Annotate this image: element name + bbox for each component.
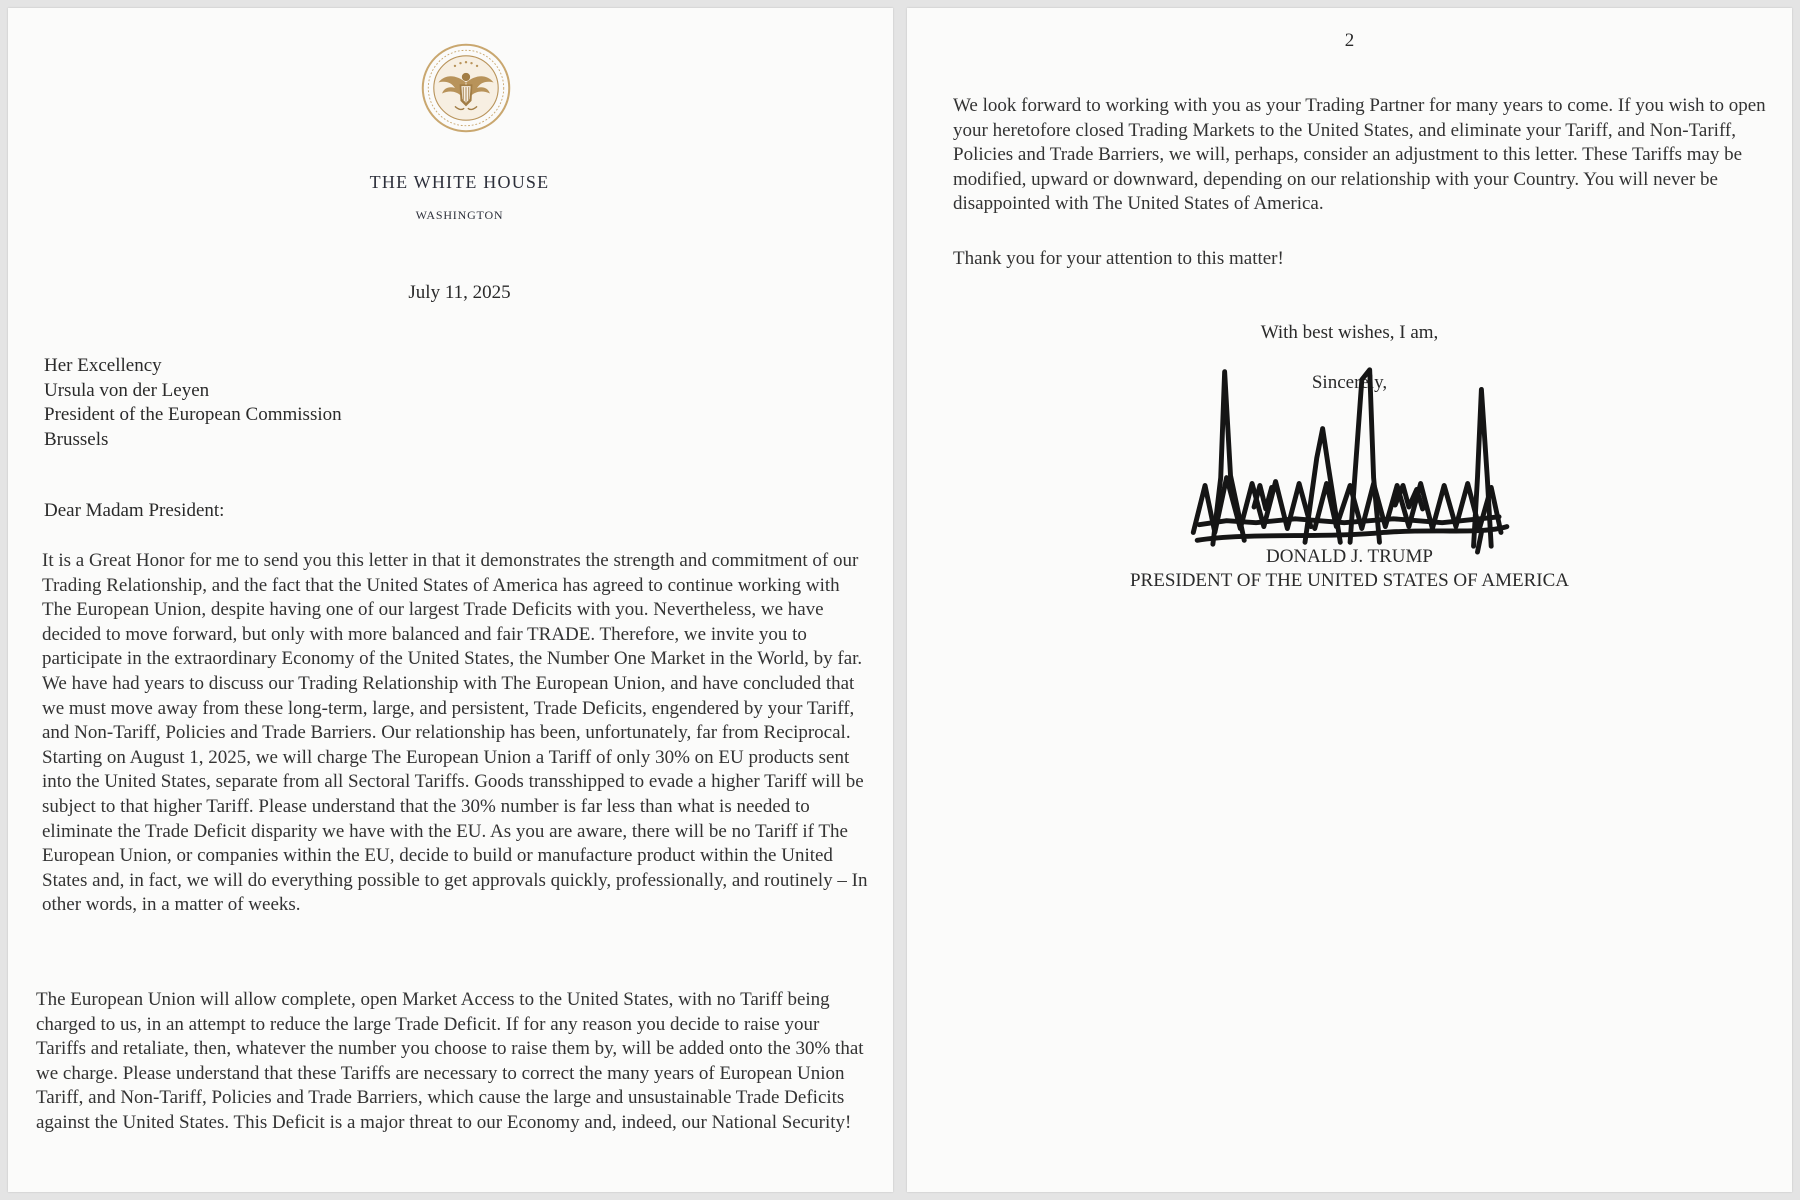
letter-page-2 [907,8,1792,1192]
letterhead-title: THE WHITE HOUSE [369,172,550,192]
letter-page-1 [8,8,893,1192]
salutation: Dear Madam President: [44,500,225,521]
page-number: 2 [1344,30,1355,51]
presidential-seal-icon [420,42,512,134]
recipient-line-2: Ursula von der Leyen [44,379,210,401]
recipient-line-3: President of the European Commission [44,404,342,425]
recipient-address [44,354,342,452]
sincerely-line: Sincerely, [1311,372,1388,393]
signer-title: PRESIDENT OF THE UNITED STATES OF AMERICA [1129,570,1570,591]
closing-line: With best wishes, I am, [1260,322,1439,343]
recipient-line-1: Her Excellency [44,355,162,376]
thanks-line: Thank you for your attention to this matter! [953,248,1284,269]
body-paragraph-2: The European Union will allow complete, open Market Access to the United States, with no Tariff being charged to us, in an attempt to reduce the large Trade Deficit. If for any reason you decide to raise your Tariffs and retaliate, then, whatever the number you choose to raise them by, will be added onto the 30% that we charge. Please understand that these Tariffs are necessary to correct the many years of European Union Tariff, and Non-Tariff, Policies and Trade Barriers, which cause the large and unsustainable Trade Deficits against the United States. This Deficit is a major threat to our Economy and, indeed, our National Security! [36,989,864,1133]
recipient-line-4: Brussels [44,428,109,450]
body-paragraph-1: It is a Great Honor for me to send you this letter in that it demonstrates the strength and commitment of our Trading Relationship, and the fact that the United States of America has agreed to continue working with The European Union, despite having one of our largest Trade Deficits with you. Nevertheless, we have decided to move forward, but only with more balanced and fair TRADE. Therefore, we invite you to participate in the extraordinary Economy of the United States, the Number One Market in the World, by far. We have had years to discuss our Trading Relationship with The European Union, and have concluded that we must move away from these long-term, large, and persistent, Trade Deficits, engendered by your Tariff, and Non-Tariff, Policies and Trade Barriers. Our relationship has been, unfortunately, far from Reciprocal. Starting on August 1, 2025, we will charge The European Union a Tariff of only 30% on EU products sent into the United States, separate from all Sectoral Tariffs. Goods transshipped to evade a higher Tariff will be subject to that higher Tariff. Please understand that the 30% number is far less than what is needed to eliminate the Trade Deficit disparity we have with the EU. As you are aware, there will be no Tariff if The European Union, or companies within the EU, decide to build or manufacture product within the United States and, in fact, we will do everything possible to get approvals quickly, professionally, and routinely – In other words, in a matter of weeks. [42,550,868,916]
body-paragraph-3: We look forward to working with you as your Trading Partner for many years to come. If you wish to open your heretofore closed Trading Markets to the United States, and eliminate your Tariff, and Non-Tariff, Policies and Trade Barriers, we will, perhaps, consider an adjustment to this letter. These Tariffs may be modified, upward or downward, depending on our relationship with your Country. You will never be disappointed with The United States of America. [953,95,1766,215]
handwritten-signature-icon [1185,360,1523,556]
letter-date: July 11, 2025 [408,282,511,303]
letterhead-location: WASHINGTON [415,208,504,222]
signer-name: DONALD J. TRUMP [1266,546,1433,567]
